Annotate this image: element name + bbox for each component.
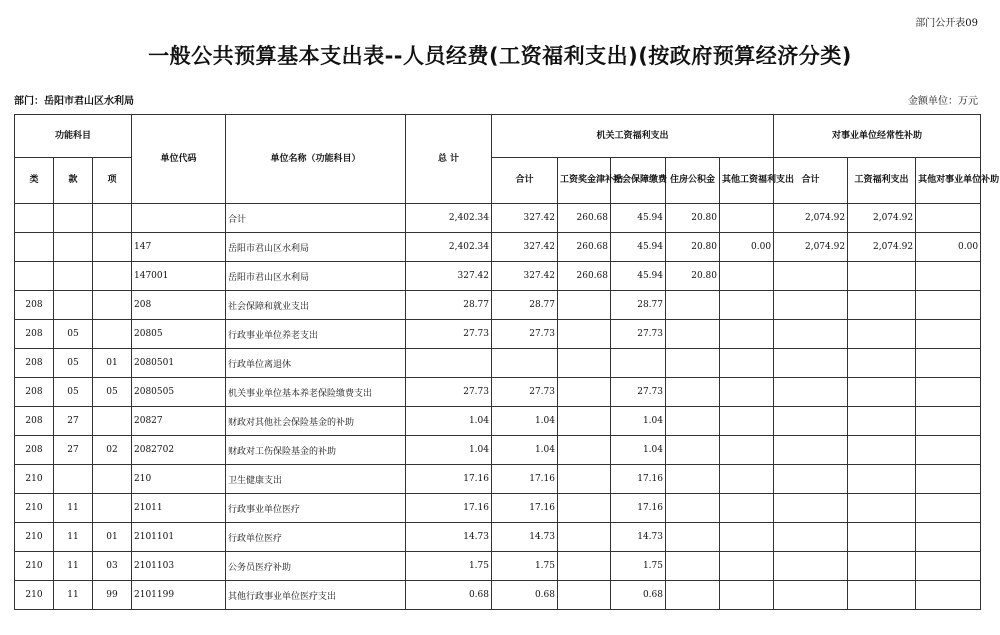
header-kuan: 款 [54,158,93,204]
cell-unit-name: 岳阳市君山区水利局 [226,262,406,291]
form-number: 部门公开表09 [915,18,978,29]
cell-org-bonus: 260.68 [558,204,611,233]
cell-unit-code: 21011 [132,494,226,523]
cell-total: 28.77 [406,291,492,320]
header-org-housing: 住房公积金 [666,158,720,204]
page-title: 一般公共预算基本支出表--人员经费(工资福利支出)(按政府预算经济分类) [148,44,852,68]
cell-org-social: 28.77 [611,291,666,320]
cell-org-housing [666,407,720,436]
cell-kuan: 05 [54,349,93,378]
cell-org-bonus [558,523,611,552]
table-body [15,204,981,610]
cell-unit-code: 2080505 [132,378,226,407]
cell-org-social: 1.75 [611,552,666,581]
cell-unit-name: 行政事业单位医疗 [226,494,406,523]
cell-kuan [54,204,93,233]
cell-org-sum: 1.75 [492,552,558,581]
cell-total: 27.73 [406,320,492,349]
cell-unit-code: 20827 [132,407,226,436]
header-xiang: 项 [93,158,132,204]
cell-org-housing: 20.80 [666,233,720,262]
cell-org-bonus [558,407,611,436]
cell-sub-sum [774,523,848,552]
cell-org-sum: 327.42 [492,262,558,291]
cell-org-other [720,320,774,349]
header-subsidy: 对事业单位经常性补助 [774,115,981,158]
cell-sub-wage [848,262,916,291]
cell-xiang [93,291,132,320]
cell-org-bonus [558,349,611,378]
cell-org-housing [666,494,720,523]
cell-org-housing: 20.80 [666,262,720,291]
table-row [15,407,981,436]
header-func-subject: 功能科目 [15,115,132,158]
cell-lei: 208 [15,349,54,378]
cell-total: 2,402.34 [406,233,492,262]
table-row [15,291,981,320]
cell-org-housing [666,320,720,349]
cell-unit-code: 2082702 [132,436,226,465]
cell-sub-wage [848,436,916,465]
cell-unit-name: 岳阳市君山区水利局 [226,233,406,262]
cell-kuan: 11 [54,552,93,581]
cell-org-other [720,465,774,494]
table-row [15,378,981,407]
cell-unit-name: 社会保障和就业支出 [226,291,406,320]
cell-org-bonus: 260.68 [558,233,611,262]
cell-kuan: 11 [54,494,93,523]
header-sub-other: 其他对事业单位补助 [916,158,981,204]
cell-sub-sum: 2,074.92 [774,204,848,233]
cell-org-sum: 28.77 [492,291,558,320]
cell-org-bonus [558,552,611,581]
cell-total: 0.68 [406,581,492,610]
cell-sub-other [916,465,981,494]
cell-total: 1.75 [406,552,492,581]
cell-total: 1.04 [406,407,492,436]
cell-lei [15,262,54,291]
cell-org-social: 27.73 [611,320,666,349]
cell-unit-name: 公务员医疗补助 [226,552,406,581]
cell-org-social: 45.94 [611,233,666,262]
table-row [15,465,981,494]
cell-sub-other [916,494,981,523]
cell-org-social: 45.94 [611,262,666,291]
cell-org-sum: 0.68 [492,581,558,610]
cell-xiang [93,204,132,233]
cell-org-housing: 20.80 [666,204,720,233]
cell-org-sum: 17.16 [492,465,558,494]
cell-xiang [93,407,132,436]
cell-unit-code: 2080501 [132,349,226,378]
cell-lei: 210 [15,581,54,610]
cell-total [406,349,492,378]
cell-org-social: 17.16 [611,465,666,494]
cell-sub-wage [848,407,916,436]
cell-lei [15,233,54,262]
cell-org-social: 45.94 [611,204,666,233]
header-org-social: 社会保障缴费 [611,158,666,204]
cell-org-housing [666,552,720,581]
cell-xiang [93,494,132,523]
cell-total: 17.16 [406,494,492,523]
cell-org-housing [666,349,720,378]
table-row [15,233,981,262]
cell-sub-sum [774,436,848,465]
cell-kuan: 27 [54,407,93,436]
cell-unit-code [132,204,226,233]
cell-sub-wage [848,523,916,552]
cell-org-other [720,494,774,523]
cell-sub-sum [774,465,848,494]
cell-org-housing [666,465,720,494]
cell-sub-other [916,291,981,320]
cell-org-sum [492,349,558,378]
cell-kuan: 11 [54,581,93,610]
cell-sub-other [916,523,981,552]
cell-sub-sum [774,407,848,436]
cell-org-sum: 17.16 [492,494,558,523]
cell-sub-wage [848,552,916,581]
cell-unit-code: 2101103 [132,552,226,581]
cell-kuan: 05 [54,320,93,349]
cell-unit-name: 财政对工伤保险基金的补助 [226,436,406,465]
cell-unit-code: 147 [132,233,226,262]
cell-kuan [54,291,93,320]
table-row [15,494,981,523]
cell-org-social: 14.73 [611,523,666,552]
cell-org-bonus [558,291,611,320]
cell-lei: 210 [15,552,54,581]
cell-org-bonus [558,436,611,465]
cell-unit-name: 财政对其他社会保险基金的补助 [226,407,406,436]
cell-org-sum: 14.73 [492,523,558,552]
cell-lei: 210 [15,523,54,552]
cell-unit-code: 20805 [132,320,226,349]
cell-sub-other [916,320,981,349]
cell-sub-other [916,407,981,436]
cell-total: 327.42 [406,262,492,291]
cell-lei [15,204,54,233]
table-row [15,581,981,610]
cell-xiang: 01 [93,523,132,552]
cell-org-other [720,436,774,465]
cell-sub-sum [774,291,848,320]
cell-sub-wage: 2,074.92 [848,204,916,233]
cell-org-sum: 1.04 [492,407,558,436]
cell-lei: 210 [15,465,54,494]
cell-org-housing [666,291,720,320]
cell-sub-sum: 2,074.92 [774,233,848,262]
cell-sub-other: 0.00 [916,233,981,262]
cell-org-social [611,349,666,378]
table-row [15,436,981,465]
cell-sub-wage [848,494,916,523]
header-unit-code: 单位代码 [132,115,226,204]
cell-xiang: 02 [93,436,132,465]
cell-sub-other [916,349,981,378]
cell-xiang [93,233,132,262]
cell-xiang: 03 [93,552,132,581]
header-org-wage: 机关工资福利支出 [492,115,774,158]
cell-sub-other [916,262,981,291]
cell-org-sum: 327.42 [492,233,558,262]
cell-org-social: 0.68 [611,581,666,610]
cell-kuan [54,465,93,494]
cell-org-other [720,523,774,552]
header-org-sum: 合计 [492,158,558,204]
header-org-bonus: 工资奖金津补贴 [558,158,611,204]
cell-unit-name: 合计 [226,204,406,233]
cell-total: 1.04 [406,436,492,465]
cell-org-housing [666,523,720,552]
cell-org-sum: 327.42 [492,204,558,233]
cell-kuan [54,233,93,262]
header-org-other: 其他工资福利支出 [720,158,774,204]
cell-sub-sum [774,494,848,523]
header-sub-wage: 工资福利支出 [848,158,916,204]
table-row [15,552,981,581]
cell-sub-sum [774,552,848,581]
header-sub-sum: 合计 [774,158,848,204]
cell-sub-other [916,378,981,407]
cell-org-bonus [558,320,611,349]
department-label: 部门：岳阳市君山区水利局 [14,96,134,107]
cell-org-social: 27.73 [611,378,666,407]
cell-kuan [54,262,93,291]
cell-unit-code: 147001 [132,262,226,291]
cell-xiang [93,320,132,349]
cell-sub-wage [848,349,916,378]
cell-sub-wage [848,291,916,320]
cell-org-other [720,407,774,436]
cell-sub-wage [848,465,916,494]
table-row [15,349,981,378]
cell-unit-name: 卫生健康支出 [226,465,406,494]
cell-sub-other [916,581,981,610]
cell-org-other: 0.00 [720,233,774,262]
cell-unit-code: 208 [132,291,226,320]
cell-sub-other [916,552,981,581]
cell-unit-code: 2101199 [132,581,226,610]
cell-org-sum: 1.04 [492,436,558,465]
cell-unit-name: 行政单位离退休 [226,349,406,378]
cell-kuan: 05 [54,378,93,407]
cell-sub-sum [774,581,848,610]
cell-xiang: 99 [93,581,132,610]
cell-org-other [720,552,774,581]
cell-sub-wage [848,581,916,610]
cell-org-other [720,204,774,233]
cell-org-other [720,291,774,320]
cell-sub-sum [774,378,848,407]
cell-lei: 208 [15,407,54,436]
cell-org-housing [666,436,720,465]
cell-unit-code: 2101101 [132,523,226,552]
table-row [15,262,981,291]
header-unit-name: 单位名称（功能科目） [226,115,406,204]
cell-unit-name: 其他行政事业单位医疗支出 [226,581,406,610]
cell-lei: 208 [15,436,54,465]
cell-sub-other [916,204,981,233]
cell-lei: 208 [15,378,54,407]
cell-unit-code: 210 [132,465,226,494]
cell-lei: 208 [15,320,54,349]
cell-unit-name: 机关事业单位基本养老保险缴费支出 [226,378,406,407]
cell-total: 14.73 [406,523,492,552]
cell-sub-sum [774,349,848,378]
cell-total: 27.73 [406,378,492,407]
cell-org-other [720,349,774,378]
cell-kuan: 27 [54,436,93,465]
budget-table [14,114,1000,610]
cell-org-social: 17.16 [611,494,666,523]
cell-org-bonus [558,378,611,407]
cell-sub-wage [848,320,916,349]
header-lei: 类 [15,158,54,204]
cell-sub-other [916,436,981,465]
cell-total: 2,402.34 [406,204,492,233]
amount-unit-label: 金额单位：万元 [908,96,978,107]
cell-sub-wage: 2,074.92 [848,233,916,262]
cell-xiang [93,465,132,494]
cell-sub-sum [774,320,848,349]
cell-org-other [720,378,774,407]
cell-org-housing [666,378,720,407]
cell-org-sum: 27.73 [492,320,558,349]
cell-total: 17.16 [406,465,492,494]
cell-unit-name: 行政事业单位养老支出 [226,320,406,349]
cell-xiang: 01 [93,349,132,378]
cell-org-bonus [558,581,611,610]
cell-org-bonus [558,494,611,523]
cell-org-housing [666,581,720,610]
cell-org-bonus: 260.68 [558,262,611,291]
cell-sub-sum [774,262,848,291]
cell-sub-wage [848,378,916,407]
cell-xiang [93,262,132,291]
cell-xiang: 05 [93,378,132,407]
cell-kuan: 11 [54,523,93,552]
cell-lei: 210 [15,494,54,523]
table-row [15,320,981,349]
header-total: 总 计 [406,115,492,204]
cell-org-sum: 27.73 [492,378,558,407]
cell-org-other [720,262,774,291]
table-row [15,523,981,552]
cell-unit-name: 行政单位医疗 [226,523,406,552]
cell-org-other [720,581,774,610]
cell-org-social: 1.04 [611,407,666,436]
table-row [15,204,981,233]
cell-org-social: 1.04 [611,436,666,465]
cell-lei: 208 [15,291,54,320]
cell-org-bonus [558,465,611,494]
